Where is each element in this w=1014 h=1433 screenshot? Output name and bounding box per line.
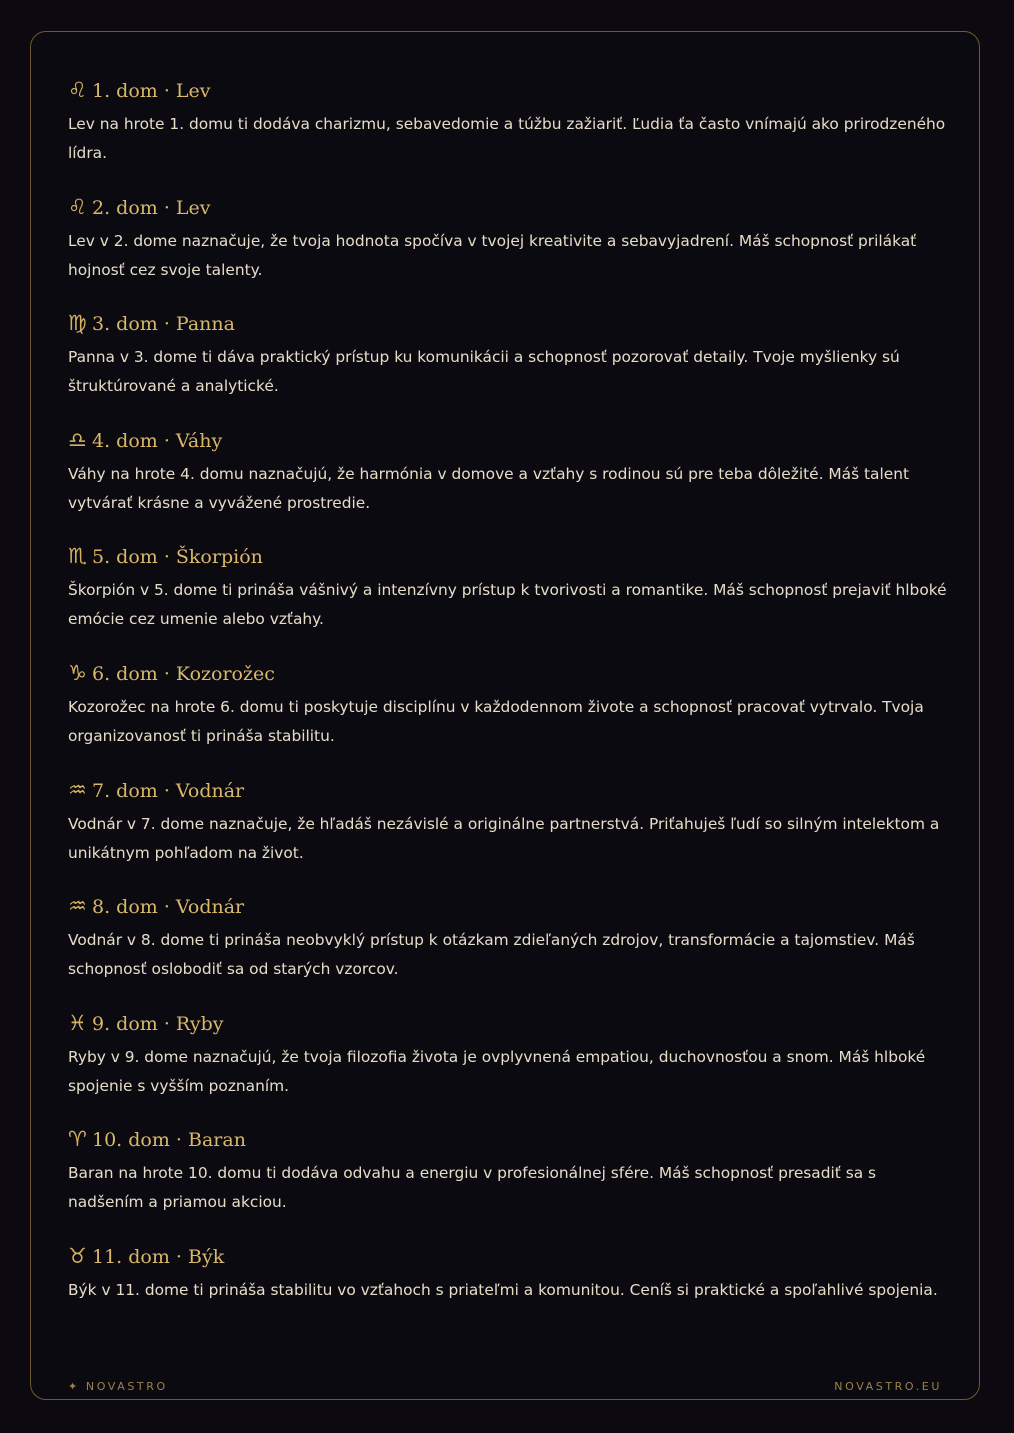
house-description: Váhy na hrote 4. domu naznačujú, že harmónia v domove a vzťahy s rodinou sú pre teba dôležité. Máš talent vytvárať krásne a vyvážené prostredie. <box>68 464 910 512</box>
house-item <box>68 77 948 194</box>
capricorn-icon: ♑ <box>68 660 87 685</box>
pisces-icon: ♓ <box>68 1010 87 1035</box>
house-title <box>68 427 948 457</box>
aries-icon: ♈ <box>68 1127 87 1152</box>
house-title-text: 9. dom · Ryby <box>92 1012 224 1035</box>
leo-icon: ♌ <box>68 78 87 102</box>
house-title-text: 7. dom · Vodnár <box>92 779 245 802</box>
house-title <box>68 77 948 107</box>
house-title <box>68 660 948 690</box>
house-item <box>68 194 948 311</box>
house-title-text: 5. dom · Škorpión <box>92 546 263 569</box>
house-item <box>68 543 948 660</box>
taurus-icon: ♉ <box>68 1243 87 1268</box>
house-title-text: 4. dom · Váhy <box>92 429 223 452</box>
house-title-text: 2. dom · Lev <box>92 196 211 219</box>
house-title <box>68 893 948 923</box>
house-title-text: 6. dom · Kozorožec <box>92 662 275 685</box>
house-description: Panna v 3. dome ti dáva praktický prístup ku komunikácii a schopnosť pozorovať detaily. Tvoje myšlienky sú štruktúrované a analytické. <box>68 348 900 396</box>
house-item <box>68 777 948 894</box>
house-title <box>68 543 948 573</box>
house-item <box>68 1243 948 1360</box>
virgo-icon: ♍ <box>68 311 87 336</box>
house-item <box>68 1126 948 1243</box>
aquarius-icon: ♒ <box>68 777 87 802</box>
house-description: Vodnár v 8. dome ti prináša neobvyklý prístup k otázkam zdieľaných zdrojov, transformácie a tajomstiev. Máš schopnosť oslobodiť sa od starých vzorcov. <box>68 931 915 979</box>
house-title <box>68 194 948 224</box>
house-title-text: 11. dom · Býk <box>92 1245 225 1268</box>
house-description: Baran na hrote 10. domu ti dodáva odvahu a energiu v profesionálnej sfére. Máš schopnosť presadiť sa s nadšením a priamou akciou. <box>68 1164 877 1212</box>
leo-icon: ♌ <box>68 194 87 219</box>
house-title-text: 10. dom · Baran <box>92 1129 246 1152</box>
house-title <box>68 1126 948 1156</box>
house-description: Škorpión v 5. dome ti prináša vášnivý a intenzívny prístup k tvorivosti a romantike. Máš schopnosť prejaviť hlboké emócie cez umenie alebo vzťahy. <box>68 581 947 629</box>
house-title-text: 1. dom · Lev <box>92 80 211 102</box>
house-description: Ryby v 9. dome naznačujú, že tvoja filozofia života je ovplyvnená empatiou, duchovnosťou a snom. Máš hlboké spojenie s vyšším poznaním. <box>68 1047 926 1095</box>
footer-site-link[interactable]: NOVASTRO.EU <box>834 1380 942 1393</box>
house-title-text: 3. dom · Panna <box>92 313 235 336</box>
house-item <box>68 893 948 1010</box>
house-title <box>68 1243 948 1273</box>
footer-brand: ✦ NOVASTRO <box>68 1380 168 1393</box>
aquarius-icon: ♒ <box>68 894 87 919</box>
house-title <box>68 777 948 807</box>
house-item <box>68 310 948 427</box>
house-description: Lev v 2. dome naznačuje, že tvoja hodnota spočíva v tvojej kreativite a sebavyjadrení. Máš schopnosť prilákať hojnosť cez svoje talenty. <box>68 231 917 279</box>
house-title-text: 8. dom · Vodnár <box>92 896 245 919</box>
houses-list <box>68 77 948 1360</box>
house-title <box>68 310 948 340</box>
house-item <box>68 427 948 544</box>
report-card <box>30 31 980 1400</box>
house-description: Vodnár v 7. dome naznačuje, že hľadáš nezávislé a originálne partnerstvá. Priťahuješ ľudí so silným intelektom a unikátnym pohľadom na život. <box>68 814 940 862</box>
house-description: Kozorožec na hrote 6. domu ti poskytuje disciplínu v každodennom živote a schopnosť pracovať vytrvalo. Tvoja organizovanosť ti prináša stabilitu. <box>68 697 924 745</box>
house-description: Býk v 11. dome ti prináša stabilitu vo vzťahoch s priateľmi a komunitou. Ceníš si praktické a spoľahlivé spojenia. <box>68 1280 938 1299</box>
house-description: Lev na hrote 1. domu ti dodáva charizmu, sebavedomie a túžbu zažiariť. Ľudia ťa často vnímajú ako prirodzeného lídra. <box>68 115 946 162</box>
house-item <box>68 660 948 777</box>
house-item <box>68 1010 948 1127</box>
libra-icon: ♎ <box>68 427 87 452</box>
scorpio-icon: ♏ <box>68 544 87 569</box>
house-title <box>68 1010 948 1040</box>
